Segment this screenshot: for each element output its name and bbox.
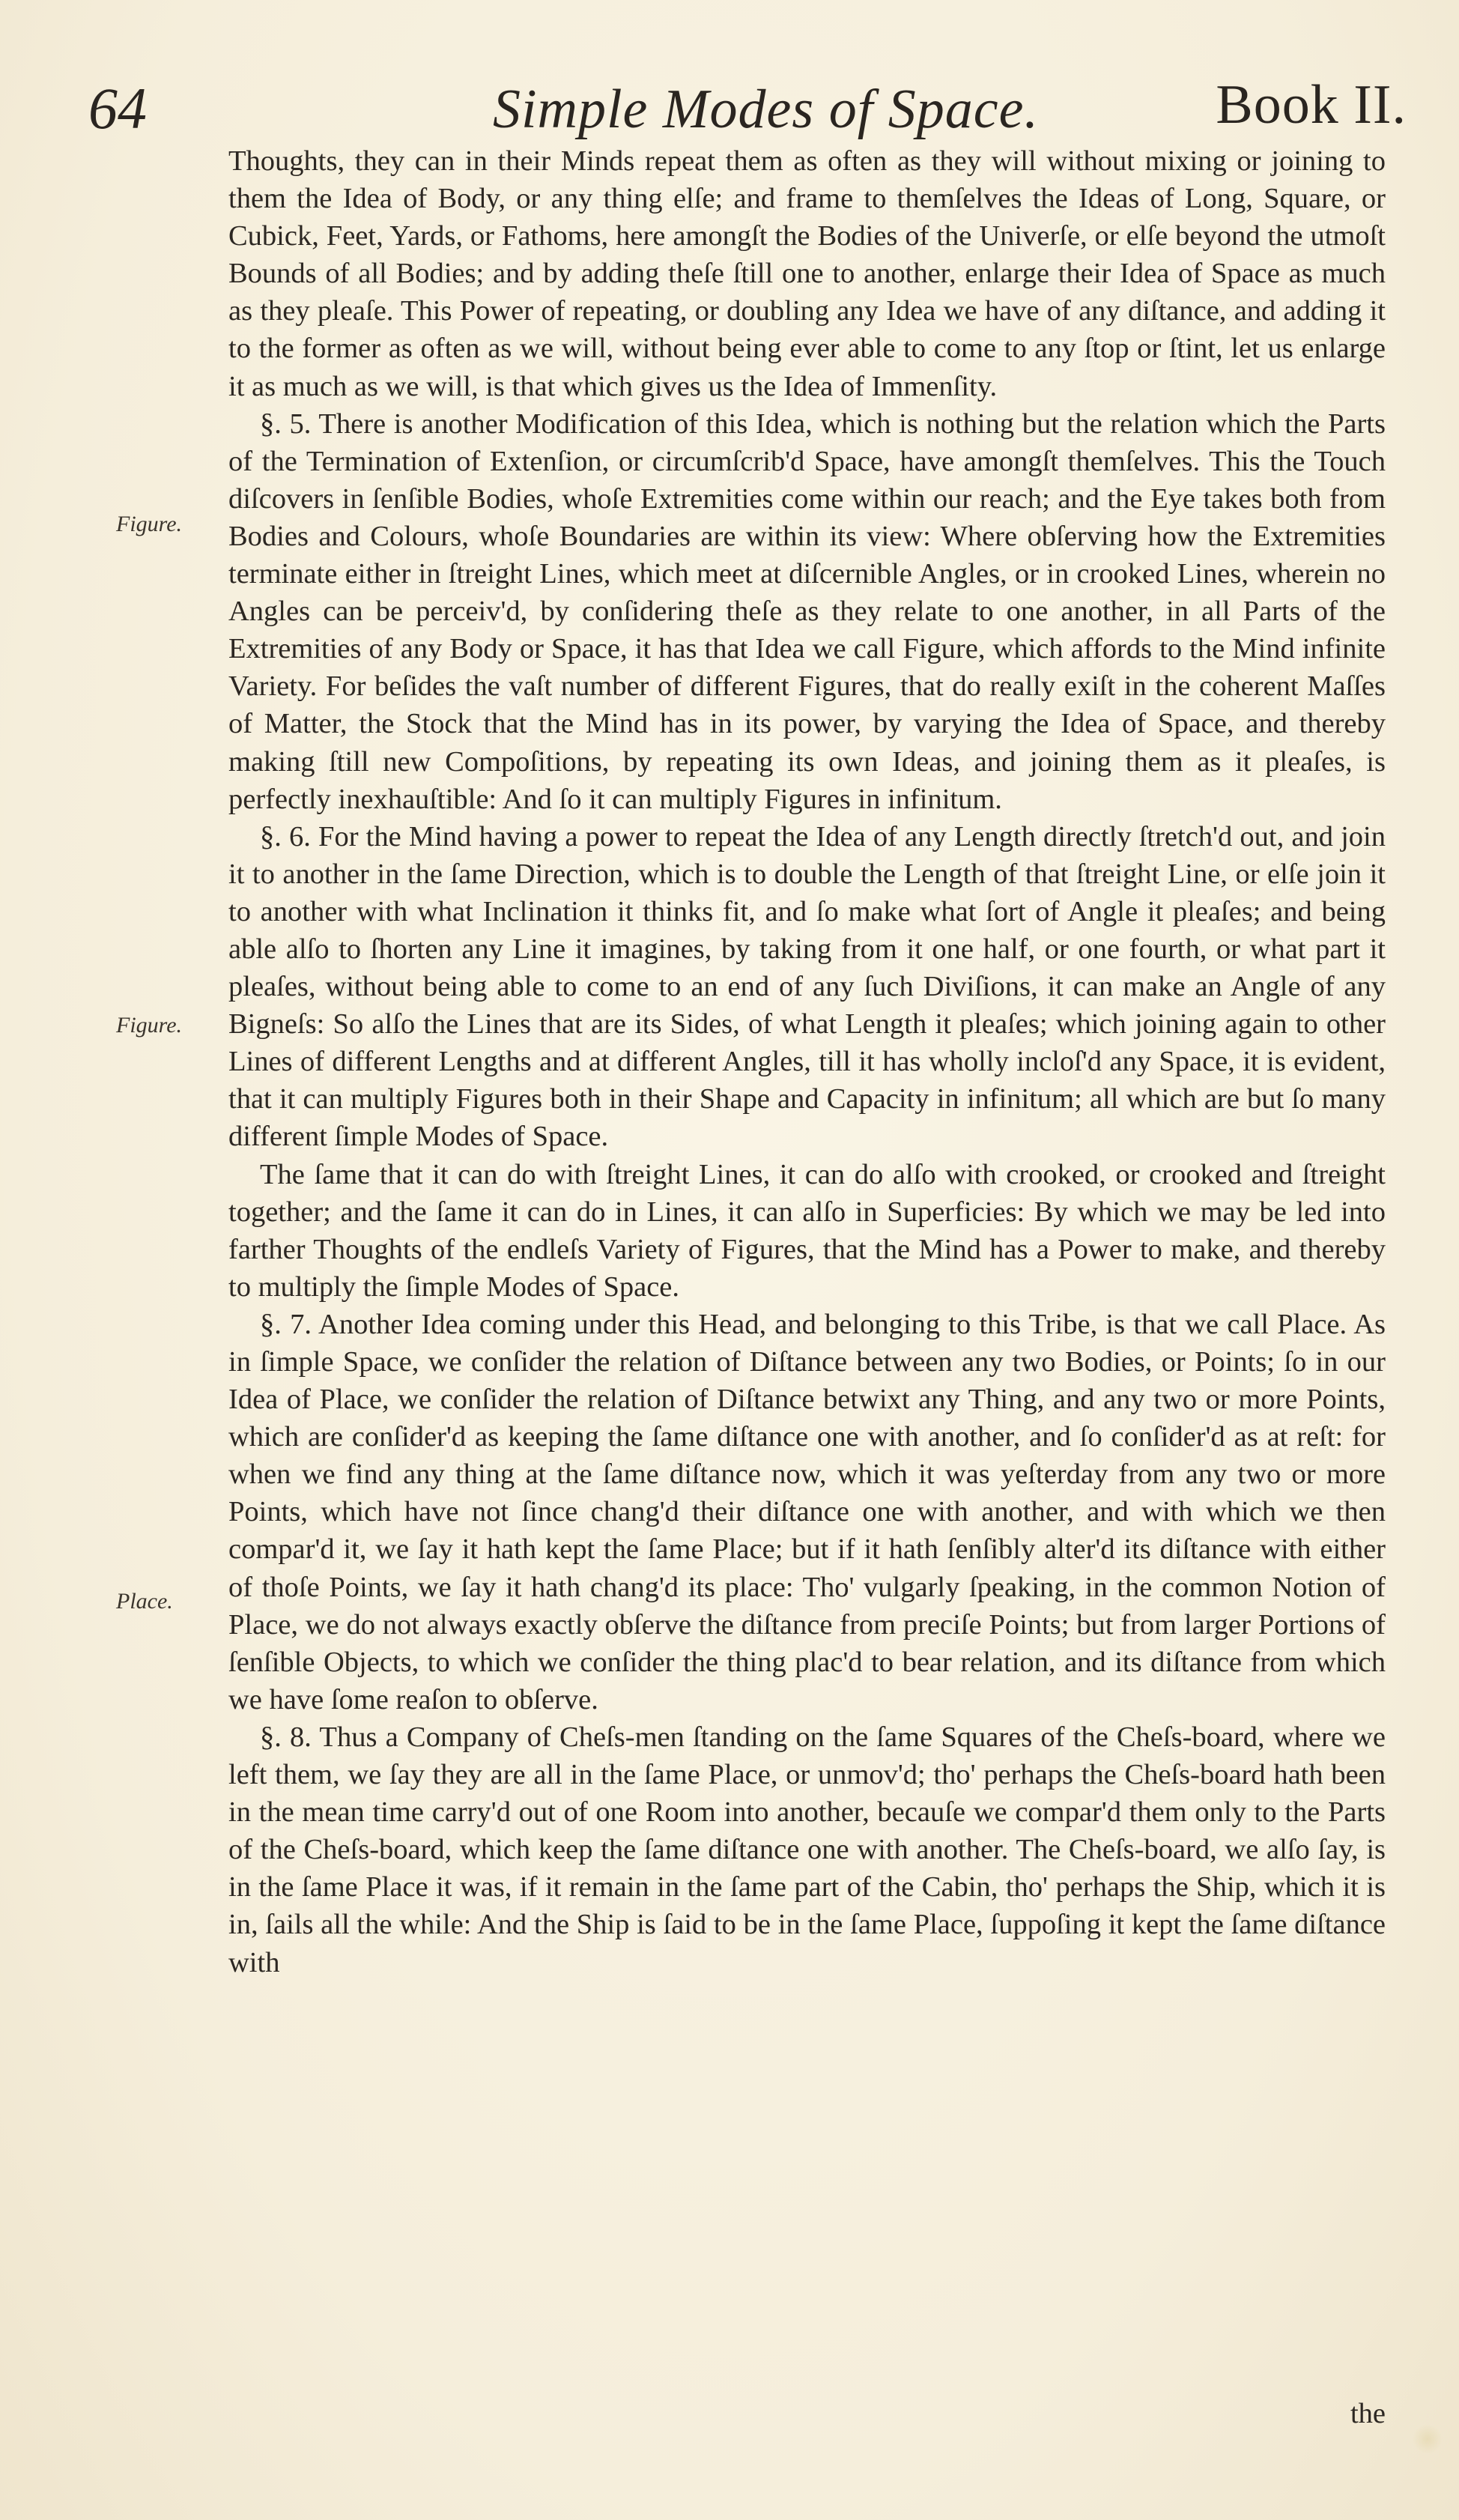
margin-note-figure: Figure.	[116, 512, 183, 536]
page-stain	[1413, 2424, 1443, 2454]
margin-note-figure-2: Figure.	[116, 1013, 183, 1038]
paragraph-continued: Thoughts, they can in their Minds repeat them as often as they will without mixing or joining to them the Idea of Body, or any thing elſe; and frame to themſelves the Ideas of Long, Square, or Cubick, Feet, Yards, or Fathoms, here amongſt the Bodies of the Univerſe, or elſe beyond the utmoſt Bounds of all Bodies; and by adding theſe ſtill one to another, enlarge their Idea of Space as much as they pleaſe. This Power of repeating, or doubling any Idea we have of any diſtance, and adding it to the former as often as we will, without being ever able to come to any ſtop or ſtint, let us enlarge it as much as we will, is that which gives us the Idea of Immenſity.	[228, 145, 1386, 402]
paragraph-section-8: §. 8. Thus a Company of Cheſs-men ſtanding on the ſame Squares of the Cheſs-board, where we left them, we ſay they are all in the ſame Place, or unmov'd; tho' perhaps the Cheſs-board hath been in the mean time carry'd out of one Room into another, becauſe we compar'd them only to the Parts of the Cheſs-board, which keep the ſame diſtance one with another. The Cheſs-board, we alſo ſay, is in the ſame Place it was, if it remain in the ſame part of the Cabin, tho' perhaps the Ship, which it is in, ſails all the while: And the Ship is ſaid to be in the ſame Place, ſuppoſing it kept the ſame diſtance with	[228, 1721, 1386, 1978]
paragraph-crooked-lines: The ſame that it can do with ſtreight Lines, it can do alſo with crooked, or crooked and ſtreight together; and the ſame it can do in Lines, it can alſo in Superficies: By which we may be led into farther Thoughts of the endleſs Variety of Figures, that the Mind has a Power to make, and thereby to multiply the ſimple Modes of Space.	[228, 1158, 1386, 1303]
running-header	[88, 67, 1407, 150]
book-label: Book II.	[1216, 74, 1407, 136]
paragraph-section-7: §. 7. Another Idea coming under this Head, and belonging to this Tribe, is that we call Place. As in ſimple Space, we conſider the relation of Diſtance between any two Bodies, or Points; ſo in our Idea of Place, we conſider the relation of Diſtance betwixt any Thing, and any two or more Points, which are conſider'd as keeping the ſame diſtance one with another, and ſo conſider'd as at reſt: for when we find any thing at the ſame diſtance now, which it was yeſterday from any two or more Points, which have not ſince chang'd their diſtance one with another, and with which we then compar'd it, we ſay it hath kept the ſame Place; but if it hath ſenſibly alter'd its diſtance with either of thoſe Points, we ſay it hath chang'd its place: Tho' vulgarly ſpeaking, in the common Notion of Place, we do not always exactly obſerve the diſtance from preciſe Points; but from larger Portions of ſenſible Objects, to which we conſider the thing plac'd to bear relation, and its diſtance from which we have ſome reaſon to obſerve.	[228, 1308, 1386, 1715]
catchword: the	[1350, 2398, 1386, 2429]
margin-note-place: Place.	[116, 1589, 173, 1614]
running-title: Simple Modes of Space.	[493, 79, 1039, 140]
body-text	[228, 142, 1386, 1981]
paragraph-section-5: §. 5. There is another Modification of this Idea, which is nothing but the relation which the Parts of the Termination of Extenſion, or circumſcrib'd Space, have amongſt themſelves. This the Touch diſcovers in ſenſible Bodies, whoſe Extremities come within our reach; and the Eye takes both from Bodies and Colours, whoſe Boundaries are within its view: Where obſerving how the Extremities terminate either in ſtreight Lines, which meet at diſcernible Angles, or in crooked Lines, wherein no Angles can be perceiv'd, by conſidering theſe as they relate to one another, in all Parts of the Extremities of any Body or Space, it has that Idea we call Figure, which affords to the Mind infinite Variety. For beſides the vaſt number of different Figures, that do really exiſt in the coherent Maſſes of Matter, the Stock that the Mind has in its power, by varying the Idea of Space, and thereby making ſtill new Compoſitions, by repeating its own Ideas, and joining them as it pleaſes, is perfectly inexhauſtible: And ſo it can multiply Figures in infinitum.	[228, 408, 1386, 815]
page-number: 64	[88, 76, 147, 141]
paragraph-section-6: §. 6. For the Mind having a power to repeat the Idea of any Length directly ſtretch'd out, and join it to another in the ſame Direction, which is to double the Length of that ſtreight Line, or elſe join it to another with what Inclination it thinks fit, and ſo make what ſort of Angle it pleaſes; and being able alſo to ſhorten any Line it imagines, by taking from it one half, or one fourth, or what part it pleaſes, without being able to come to an end of any ſuch Diviſions, it can make an Angle of any Bigneſs: So alſo the Lines that are its Sides, of what Length it pleaſes; which joining again to other Lines of different Lengths and at different Angles, till it has wholly incloſ'd any Space, it is evident, that it can multiply Figures both in their Shape and Capacity in infinitum; all which are but ſo many different ſimple Modes of Space.	[228, 820, 1386, 1153]
